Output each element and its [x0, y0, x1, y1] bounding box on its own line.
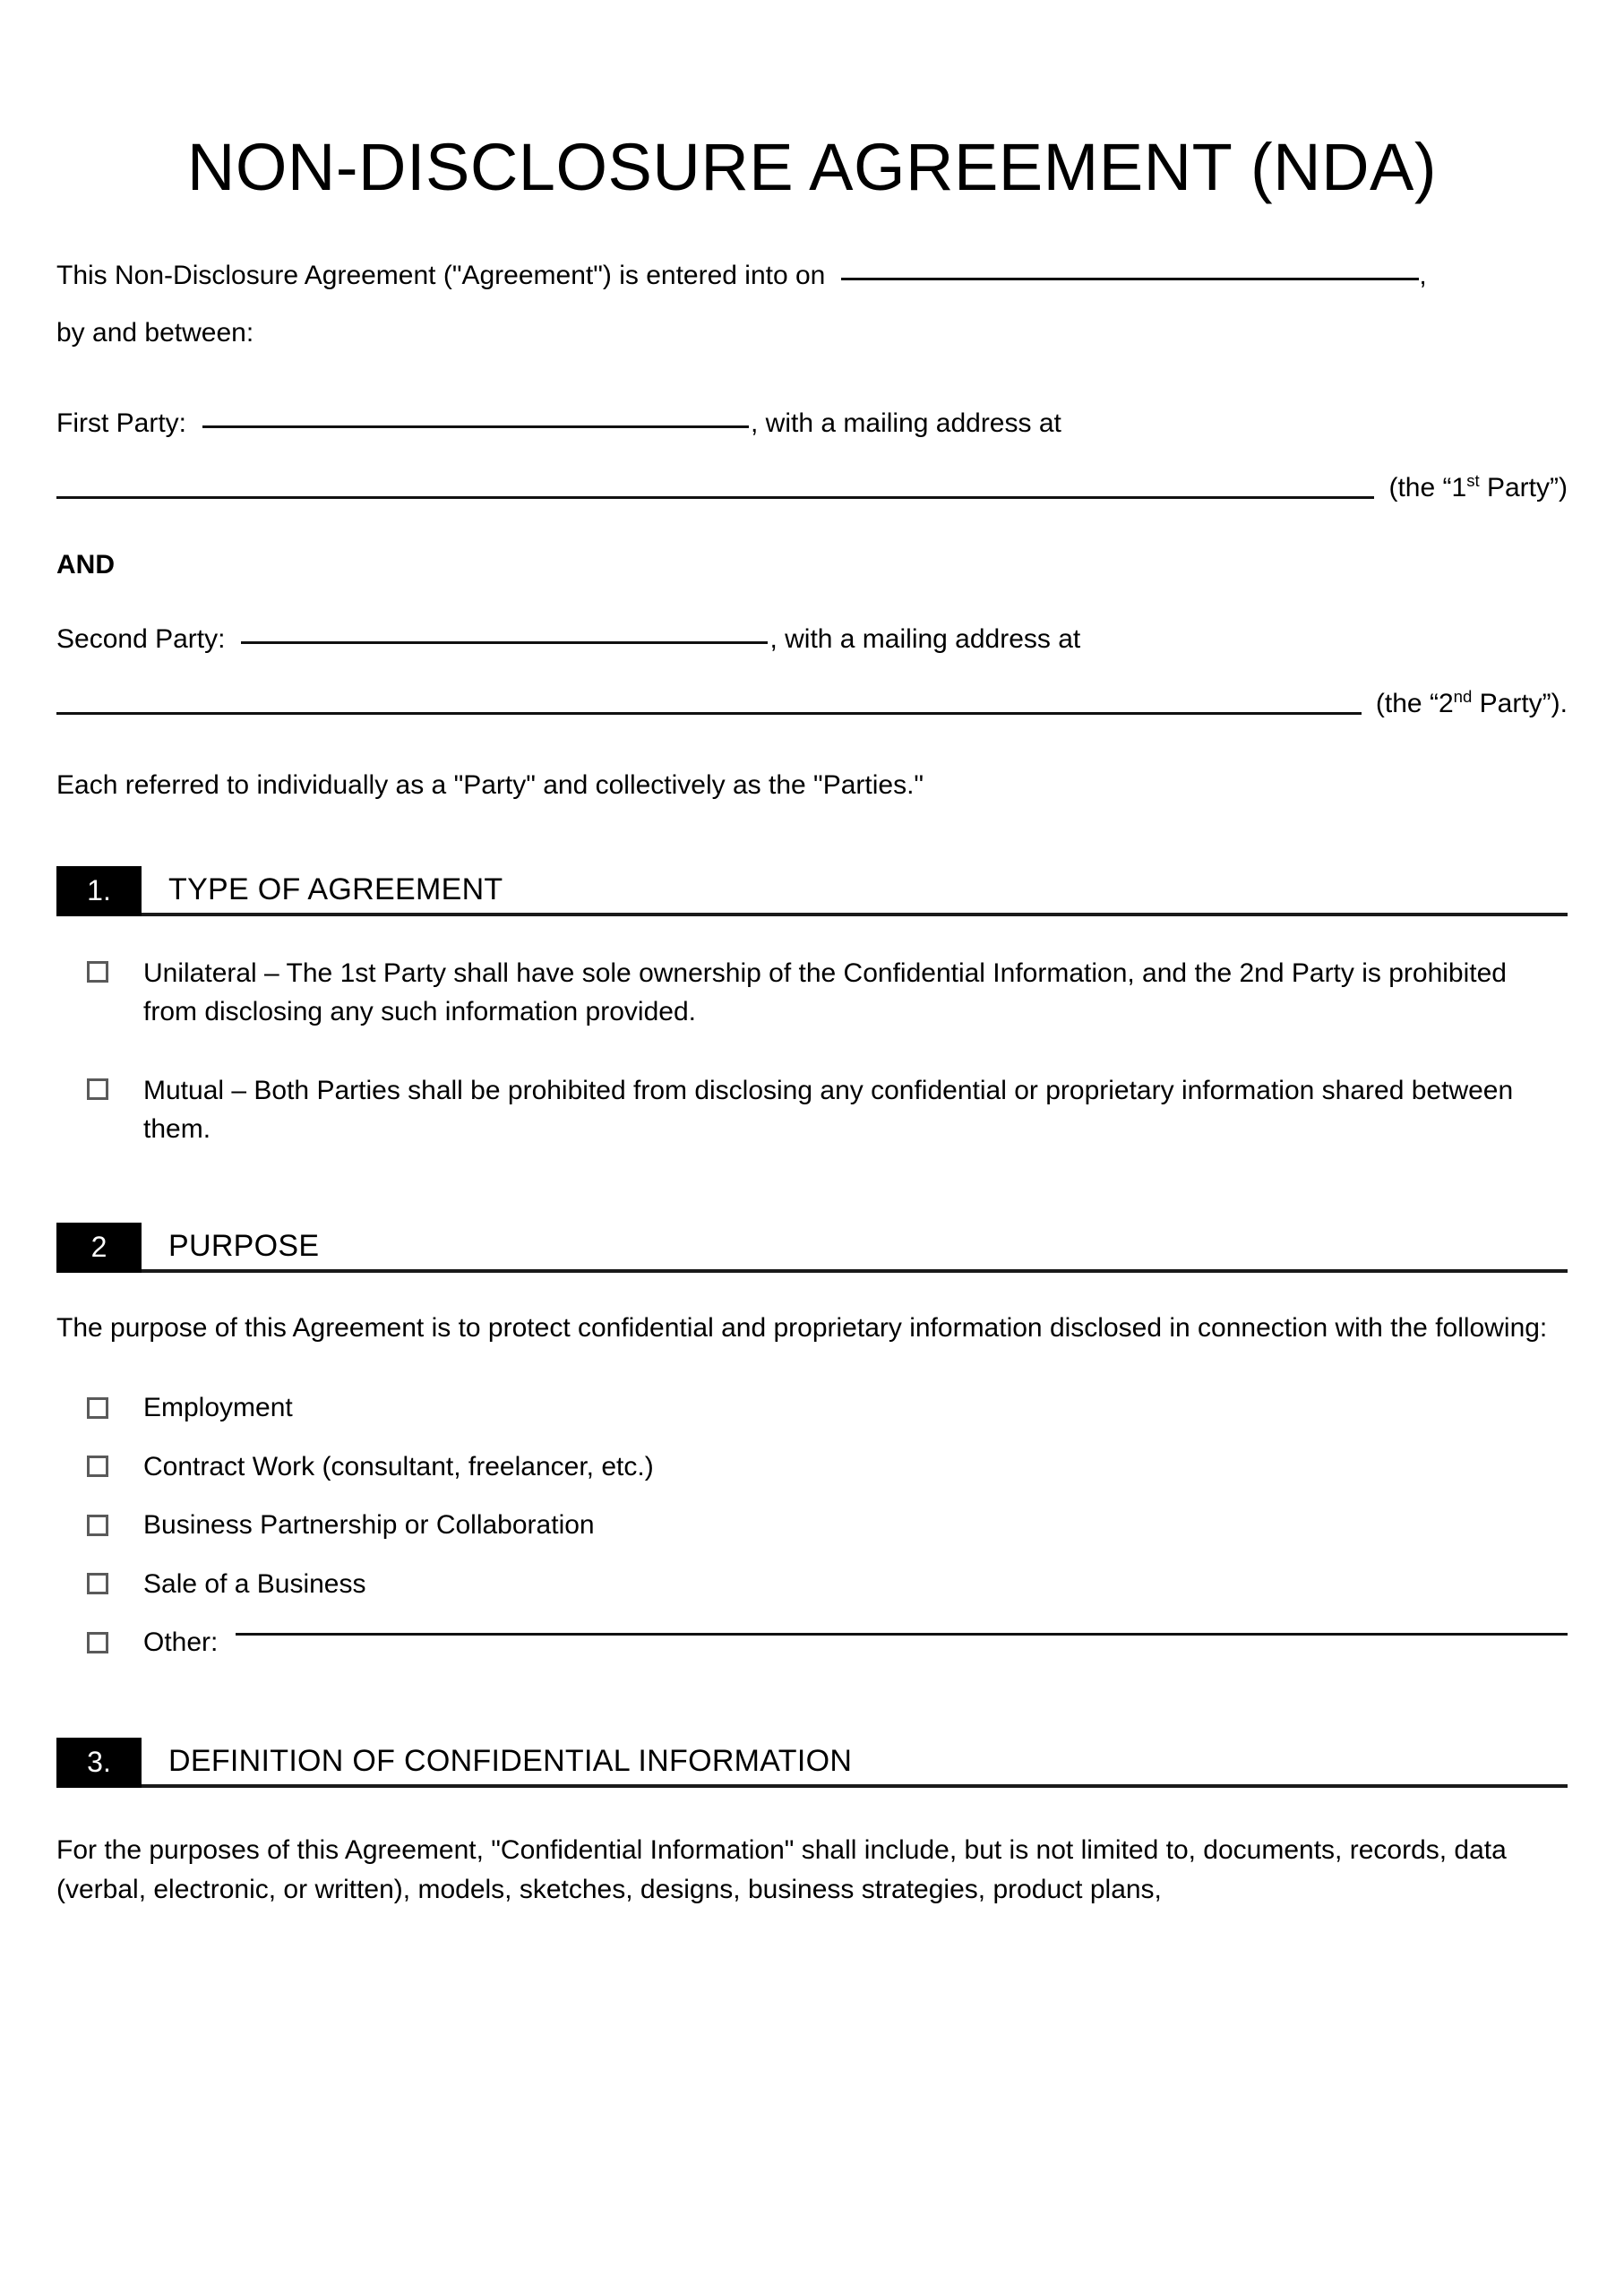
section-header-1 [56, 866, 1568, 916]
first-party-address-row [56, 468, 1568, 508]
intro-line-2: by and between: [56, 317, 254, 348]
first-party-address-fill-in-wrap [56, 496, 1374, 507]
checkbox-item-business-partnership[interactable] [56, 1506, 1568, 1545]
section-number-3: 3. [56, 1738, 142, 1788]
intro-line-1 [56, 256, 1568, 296]
first-party-designation-after: Party”) [1479, 472, 1568, 502]
first-party-tail-text: , with a mailing address at [751, 408, 1061, 438]
checkbox-label-business-partnership: Business Partnership or Collaboration [143, 1510, 595, 1540]
checkbox-label-employment: Employment [143, 1393, 293, 1422]
checkbox-item-mutual[interactable] [56, 1071, 1568, 1149]
first-party-label: First Party: [56, 408, 187, 438]
section-title-wrap-1 [142, 866, 1568, 916]
checkbox-item-unilateral[interactable] [56, 954, 1568, 1032]
second-party-label: Second Party: [56, 624, 226, 654]
checkbox-item-employment[interactable] [56, 1388, 1568, 1428]
section-title-2: PURPOSE [168, 1229, 320, 1263]
other-fill-in-line[interactable] [236, 1633, 1568, 1636]
checkbox-label-sale-of-business: Sale of a Business [143, 1568, 366, 1599]
second-party-row [56, 620, 1568, 659]
first-party-row [56, 404, 1568, 443]
first-party-address-fill-in-line[interactable] [56, 496, 1374, 499]
definition-paragraph: For the purposes of this Agreement, "Confidential Information" shall include, but is not limited to, documents, records, data (verbal, electronic, or written), models, sketches, designs, business strategies, product plans, [56, 1834, 1507, 1904]
second-party-designation-after: Party”). [1472, 688, 1568, 718]
second-party-ordinal-suffix: nd [1453, 686, 1473, 706]
second-party-name-fill-in-line[interactable] [241, 641, 768, 644]
second-party-address-fill-in-wrap [56, 712, 1362, 723]
first-party-designation-before: (the “1 [1388, 472, 1467, 502]
checkbox-icon[interactable] [87, 961, 108, 983]
section-header-2 [56, 1223, 1568, 1273]
intro-text-after: , [1419, 261, 1427, 290]
checkbox-icon[interactable] [87, 1632, 108, 1653]
checkbox-label-mutual: Mutual – Both Parties shall be prohibited from disclosing any confidential or proprietary information shared between them. [143, 1075, 1514, 1144]
checkbox-icon[interactable] [87, 1573, 108, 1594]
checkbox-icon[interactable] [87, 1078, 108, 1100]
checkbox-icon[interactable] [87, 1456, 108, 1477]
first-party-ordinal-suffix: st [1466, 470, 1480, 490]
second-party-designation [1376, 684, 1568, 724]
checkbox-label-contract-work: Contract Work (consultant, freelancer, etc.) [143, 1451, 654, 1481]
section-title-wrap-2 [142, 1223, 1568, 1273]
checkbox-label-unilateral: Unilateral – The 1st Party shall have sole ownership of the Confidential Information, and the 2nd Party is prohibited from disclosing any such information provided. [143, 958, 1507, 1026]
checkbox-item-sale-of-business[interactable] [56, 1565, 1568, 1604]
checkbox-item-other[interactable] [56, 1623, 1568, 1662]
checkbox-icon[interactable] [87, 1515, 108, 1536]
section-number-1: 1. [56, 866, 142, 916]
second-party-address-fill-in-line[interactable] [56, 712, 1362, 715]
date-fill-in-line[interactable] [841, 278, 1419, 280]
section-number-2: 2 [56, 1223, 142, 1273]
first-party-name-fill-in-line[interactable] [202, 425, 749, 428]
each-party-reference-line: Each referred to individually as a "Party" and collectively as the "Parties." [56, 770, 924, 800]
first-party-designation [1388, 468, 1568, 508]
intro-text-before: This Non-Disclosure Agreement ("Agreement") is entered into on [56, 261, 826, 290]
section-header-3 [56, 1738, 1568, 1788]
intro-block [56, 256, 1568, 352]
page-title: NON-DISCLOSURE AGREEMENT (NDA) [186, 130, 1438, 204]
second-party-designation-before: (the “2 [1375, 688, 1454, 718]
type-of-agreement-options [56, 954, 1568, 1149]
purpose-intro-paragraph: The purpose of this Agreement is to protect confidential and proprietary information disclosed in connection with the following: [56, 1312, 1548, 1343]
second-party-address-row [56, 684, 1568, 724]
and-separator-label: AND [56, 550, 115, 580]
checkbox-label-other: Other: [143, 1627, 219, 1657]
section-title-wrap-3 [142, 1738, 1568, 1788]
section-title-3: DEFINITION OF CONFIDENTIAL INFORMATION [168, 1744, 853, 1778]
first-party-block [56, 404, 1568, 507]
checkbox-icon[interactable] [87, 1397, 108, 1419]
second-party-block [56, 620, 1568, 723]
section-title-1: TYPE OF AGREEMENT [168, 872, 503, 906]
second-party-tail-text: , with a mailing address at [769, 624, 1081, 654]
purpose-options [56, 1388, 1568, 1662]
checkbox-item-contract-work[interactable] [56, 1447, 1568, 1487]
